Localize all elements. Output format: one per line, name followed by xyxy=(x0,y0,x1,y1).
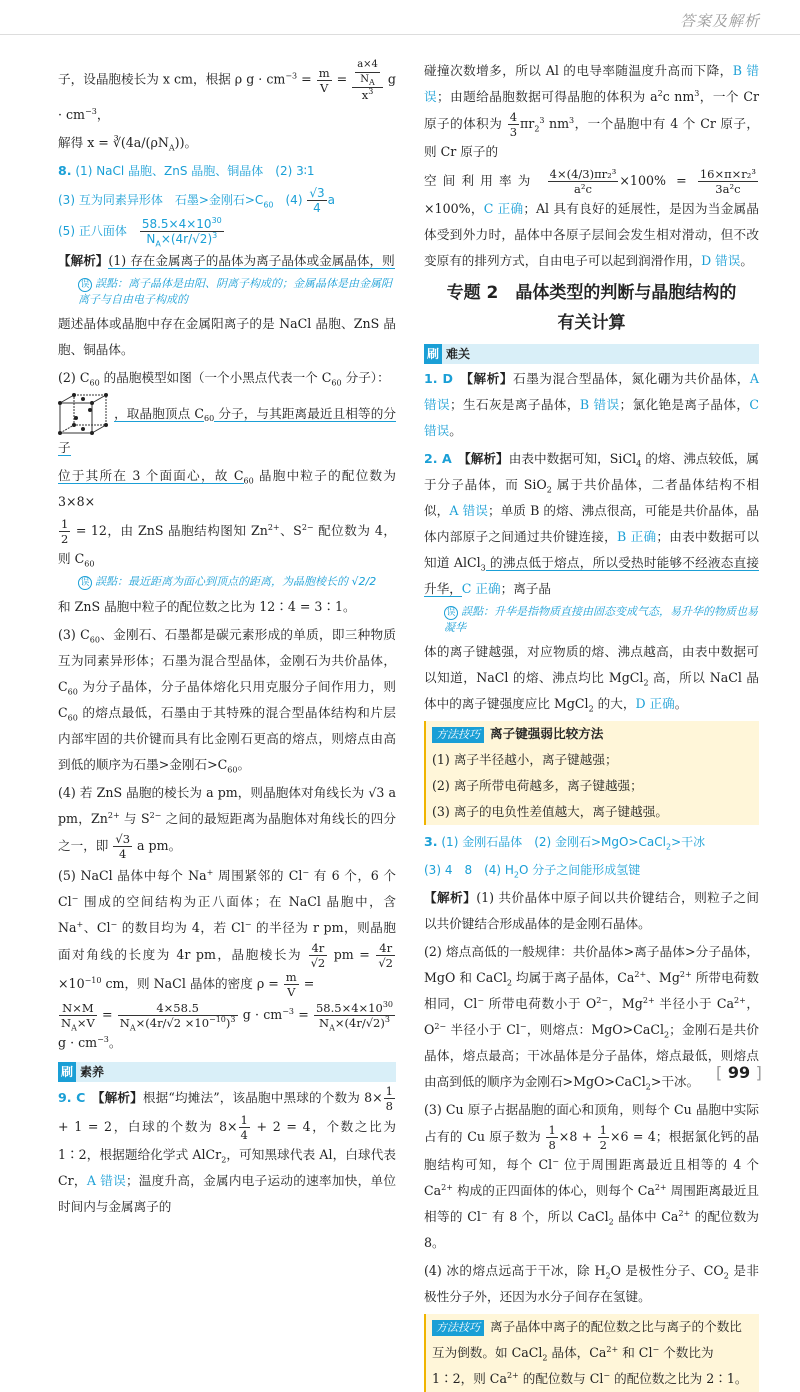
q8-answer-3: (5) 正八面体 $\frac{58.5\times 4\times 10^{30}}{N_A\times(4r/√2)^3}$ xyxy=(58,216,222,249)
q8-explanation-9: (4) 若 ZnS 晶胞的棱长为 a pm，则晶胞体对角线长为 √3 a pm，$Zn^{2+}$ 与 $S^{2-}$ 之间的最短距离为晶胞体对角线长的四分之一，即 $\frac{√3}{4}$ a pm。 xyxy=(58,785,396,861)
method-tips-label: 方法技巧 xyxy=(432,1320,484,1336)
tips-item: (1) 离子半径越小，离子键越强； xyxy=(432,752,618,767)
q9-continued-1: 碰撞次数增多，所以 Al 的电导率随温度升高而下降，B 错误；由题给晶胞数据可得晶胞的体积为 $a^2c$ $nm^3$，一个 Cr 原子的体积为 $\frac{4}{3}$ $\pi r_2^3$ $nm^3$，一个晶胞中有 4 个 Cr 原子，则 Cr 原子的 xyxy=(424,63,760,159)
q8-explanation-6: $\frac{1}{2}$ = 12，由 ZnS 晶胞结构图知 $Zn^{2+}$、$S^{2-}$ 配位数为 4，则 $C_{60}$ xyxy=(58,517,396,569)
tips-item: (3) 离子的电负性差值越大，离子键越强。 xyxy=(432,804,668,819)
q3-explanation-4: (4) 冰的熔点远高于干冰，除 $H_2O$ 是极性分子、$CO_2$ 是非极性分子外，还因为水分子间存在氢键。 xyxy=(424,1263,759,1304)
q8-explanation-10: (5) NaCl 晶体中每个 Na+ 周围紧邻的 Cl− 有 6 个，6 个 Cl− 围成的空间结构为正八面体；在 NaCl 晶胞中，含 Na+、Cl− 的数目均为 4，若 Cl− 的半径为 r pm，则晶胞面对角线的长度为 4r pm，晶胞棱长为 $\frac{4r}{√2}$ pm = $\frac{4r}{√2}$ $\times 10^{-10}$ cm，则 NaCl 晶体的密度 ρ = $\frac{m}{V}$ = xyxy=(58,867,396,999)
q8-explanation-8: (3) $C_{60}$、金刚石、石墨都是碳元素形成的单质，即三种物质互为同素异形体；石墨为混合型晶体，金刚石为共价晶体，$C_{60}$ 为分子晶体，分子晶体熔化只用克服分子间作用力，则 $C_{60}$ 的熔点最低，石墨由于其特殊的混合型晶体结构和片层内部牢固的共价键而具有比金刚石更高的熔点，则熔点由高到低的顺序为石墨>金刚石$>C_{60}$。 xyxy=(58,627,397,775)
q8-explanation-3: (2) $C_{60}$ 的晶胞模型如图（一个小黑点代表一个 $C_{60}$ 分子）： xyxy=(58,370,390,388)
c60-unit-cell-diagram xyxy=(58,393,110,435)
mistake-note-2: 误 誤點：最近距离为面心到顶点的距离，为晶胞棱长的 √2/2 xyxy=(78,574,396,590)
header-title: 答案及解析 xyxy=(679,12,760,30)
topic-title: 专题 2 晶体类型的判断与晶胞结构的 有关计算 xyxy=(446,283,737,333)
section-band-suyang: 刷 素养 xyxy=(58,1062,396,1082)
header-divider xyxy=(0,34,800,35)
q3-explanation-3: (3) Cu 原子占据晶胞的面心和顶角，则每个 Cu 晶胞中实际占有的 Cu 原子数为 $\frac{1}{8}$ ×8 + $\frac{1}{2}$ ×6 = 4；根据氯化钙的晶胞结构可知，每个 Cl− 位于周围距离最近且相等的 4 个 $Ca^{2+}$ 构成的正四面体的体心，则每个 $Ca^{2+}$ 周围距离最近且相等的 Cl− 有 8 个，所以 CaCl$_2$ 晶体中 $Ca^{2+}$ 的配位数为 8。 xyxy=(424,1102,760,1250)
mistake-note-1: 误 誤點：离子晶体是由阳、阴离子构成的；金属晶体是由金属阳离子与自由电子构成的 xyxy=(78,277,392,306)
q8-answer-2: (3) 互为同素异形体 石墨>金刚石$>C_{60}$ (4) $\frac{√3}{4}$ a xyxy=(58,186,335,215)
left-line-1: 子，设晶胞棱长为 x cm，根据 ρ $g \cdot cm^{-3}$ = $\frac{m}{V}$ = $\frac{\frac{a\times 4}{N_A}}{x^3}$ $g \cdot cm^{-3}$， xyxy=(58,59,396,122)
method-tips-label: 方法技巧 xyxy=(432,727,484,743)
section-band-nanguan: 刷 难关 xyxy=(424,344,759,364)
q3-answer-2: (3) 4 8 (4) $H_2O$ 分子之间能形成氢键 xyxy=(424,863,641,880)
page-number: [ 99 ] xyxy=(716,1063,762,1082)
method-tips-1: 方法技巧 离子键强弱比较方法 (1) 离子半径越小，离子键越强； (2) 离子所带电荷越多，离子键越强； (3) 离子的电负性差值越大，离子键越强。 xyxy=(424,721,759,825)
mistake-icon: 误 xyxy=(78,576,92,590)
q8-explanation-2: 题述晶体或晶胞中存在金属阳离子的是 NaCl 晶胞、ZnS 晶胞、铜晶体。 xyxy=(58,316,396,357)
q3-answer: 3. (1) 金刚石晶体 (2) 金刚石>MgO>CaCl$_2$>干冰 xyxy=(424,834,706,852)
mistake-icon: 误 xyxy=(444,606,458,620)
left-line-2: 解得 $x = ∛(4a/(\rho N_A))$。 xyxy=(58,135,198,153)
q8-explanation-11: $\frac{N\times M}{N_A\times V}$ = $\frac{4\times 58.5}{N_A\times(4r/√2 \times 10^{-10})^3}$ $g \cdot cm^{-3}$ = $\frac{58.5\times 4\times 10^{30}}{N_A\times(4r/√2)^3}$ $g \cdot cm^{-3}$。 xyxy=(58,1000,393,1050)
tips-item: (2) 离子所带电荷越多，离子键越强； xyxy=(432,778,643,793)
q1-explanation: 1. D 【解析】石墨为混合型晶体，氮化硼为共价晶体，A 错误；生石灰是离子晶体，B 错误；氯化铯是离子晶体，C 错误。 xyxy=(424,371,760,438)
q9-continued-2: 空间利用率为 $\frac{\text{4×(4/3)πr₂³}}{\text{a²c}}$ ×100% = $\frac{\text{16×π×r₂³}}{\text{3a²c}}$ ×100%，C 正确；Al 具有良好的延展性，是因为当金属晶体受到外力时，晶体中各原子层间会发生相对滑动，但不改变原有的排列方式，自由电子可以起到润滑作用，D 错误。 xyxy=(424,167,759,268)
q8-explanation-5: 位于其所在 3 个面面心，故 $C_{60}$ 晶胞中粒子的配位数为 3×8× xyxy=(58,468,396,509)
density-fraction: $\frac{\frac{a\times 4}{N_A}}{x^3}$ xyxy=(352,58,383,102)
q3-explanation-1: 【解析】(1) 共价晶体中原子间以共价键结合，则粒子之间以共价键结合形成晶体的是金刚石晶体。 xyxy=(424,890,760,931)
q3-explanation-2: (2) 熔点高低的一般规律：共价晶体>离子晶体>分子晶体，MgO 和 CaCl$_2$ 均属于离子晶体，$Ca^{2+}$、$Mg^{2+}$ 所带电荷数相同，Cl− 所带电荷数小于 $O^{2-}$，$Mg^{2+}$ 半径小于 $Ca^{2+}$，$O^{2-}$ 半径小于 Cl−，则熔点：MgO>CaCl$_2$；金刚石是共价晶体，熔点最高；干冰晶体是分子晶体，熔点最低，则熔点由高到低的顺序为金刚石>MgO>CaCl$_2$>干冰。 xyxy=(424,944,760,1092)
q8-explanation-4: ，取晶胞顶点 $C_{60}$ 分子，与其距离最近且相等的分子 xyxy=(58,393,396,461)
q9-explanation: 9. C 【解析】根据“均摊法”，该晶胞中黑球的个数为 8× $\frac{1}{8}$ + 1 = 2，白球的个数为 8× $\frac{1}{4}$ + 2 = 4，个数之比为 1∶2，根据题给化学式 AlCr$_2$，可知黑球代表 Al，白球代表 Cr，A 错误；温度升高，金属内电子运动的速率加快，单位时间内与金属离子的 xyxy=(58,1084,396,1214)
page-header xyxy=(680,8,760,34)
mistake-icon: 误 xyxy=(78,278,92,292)
mass-volume-fraction: $\frac{m}{V}$ xyxy=(318,65,330,95)
left-column xyxy=(58,58,397,1214)
right-column xyxy=(424,58,760,1386)
q8-answer: 8. (1) NaCl 晶胞、ZnS 晶胞、铜晶体 (2) 3∶1 xyxy=(58,163,315,178)
q8-explanation-1: 【解析】(1) 存在金属离子的晶体为离子晶体或金属晶体，则 xyxy=(58,253,395,268)
method-tips-2: 方法技巧 离子晶体中离子的配位数之比与离子的个数比互为倒数。如 CaCl$_2$ 晶体，$Ca^{2+}$ 和 Cl− 个数比为 1∶2，则 $Ca^{2+}$ 的配位数与 Cl− 的配位数之比为 2∶1。 xyxy=(424,1314,759,1392)
q2-explanation-2: 体的离子键越强，对应物质的熔、沸点越高，由表中数据可以知道，NaCl 的熔、沸点均比 MgCl$_2$ 高，所以 NaCl 晶体中的离子键强度应比 MgCl$_2$ 的大，D 正确。 xyxy=(424,644,759,714)
q2-explanation: 2. A 【解析】由表中数据可知，SiCl$_4$ 的熔、沸点较低，属于分子晶体，而 SiO$_2$ 属于共价晶体，二者晶体结构不相似，A 错误；单质 B 的熔、沸点很高，可能是共价晶体，晶体内部原子之间通过共价键连接，B 正确；由表中数据可以知道 AlCl$_3$ 的沸点低于熔点，所以受热时能够不经液态直接升华，C 正确；离子晶 xyxy=(424,451,760,596)
mistake-note-3: 误 誤點：升华是指物质直接由固态变成气态，易升华的物质也易凝华 xyxy=(444,605,758,634)
q8-explanation-7: 和 ZnS 晶胞中粒子的配位数之比为 12∶4 = 3∶1。 xyxy=(58,599,356,614)
